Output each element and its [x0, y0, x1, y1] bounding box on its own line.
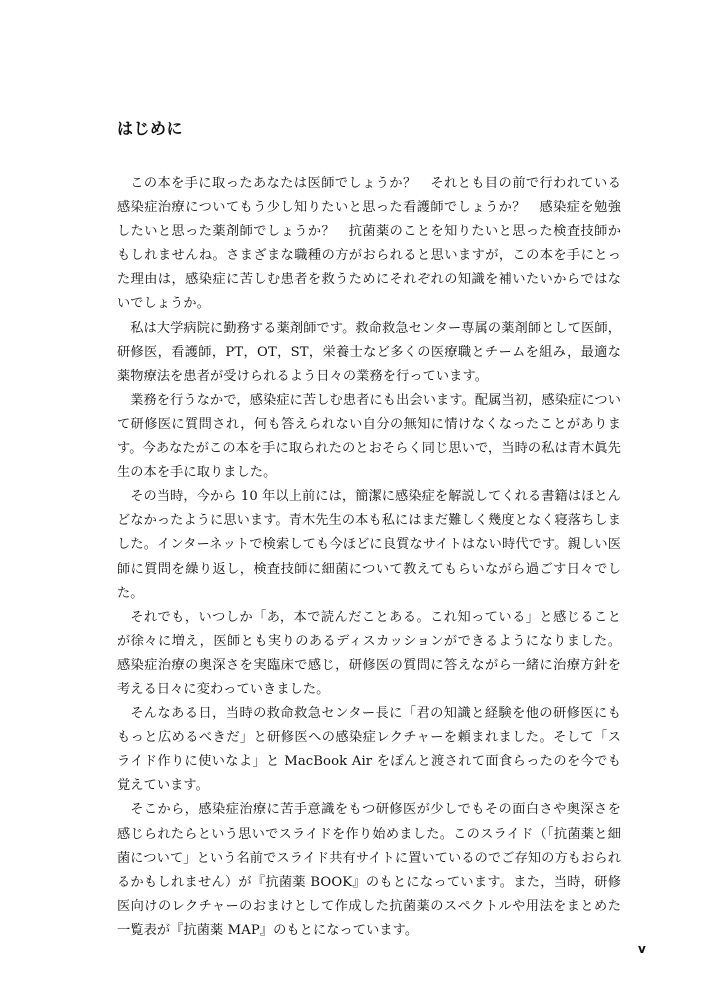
- paragraph: 業務を行うなかで，感染症に苦しむ患者にも出会います。配属当初，感染症について研修医に質問され，何も答えられない自分の無知に情けなくなったことがあります。今あなたがこの本を手に取られたのとおそらく同じ思いで，当時の私は青木眞先生の本を手に取りました。: [117, 392, 621, 481]
- paragraph: それでも，いつしか「あ，本で読んだことある。これ知っている」と感じることが徐々に増え，医師とも実りのあるディスカッションができるようになりました。感染症治療の奥深さを実臨床で感じ，研修医の質問に答えながら一緒に治療方針を考える日々に変わっていきました。: [117, 609, 621, 697]
- section-heading: はじめに: [117, 119, 184, 138]
- page-number: v: [638, 942, 646, 956]
- paragraph: 私は大学病院に勤務する薬剤師です。救命救急センター専属の薬剤師として医師，研修医，看護師，PT，OT，ST，栄養士など多くの医療職とチームを組み，最適な薬物療法を患者が受けられるよう日々の業務を行っています。: [117, 320, 621, 384]
- body-text: [117, 172, 621, 943]
- paragraph: そんなある日，当時の救命救急センター長に「君の知識と経験を他の研修医にももっと広めるべきだ」と研修医への感染症レクチャーを頼まれました。そして「スライド作りに使いなよ」と MacBook Air をぽんと渡されて面食らったのを今でも覚えています。: [117, 706, 621, 794]
- paragraph: その当時，今から 10 年以上前には，簡潔に感染症を解説してくれる書籍はほとんどなかったように思います。青木先生の本も私にはまだ難しく幾度となく寝落ちしました。インターネットで検索しても今ほどに良質なサイトはない時代です。親しい医師に質問を繰り返し，検査技師に細菌について教えてもらいながら過ごす日々でした。: [117, 489, 621, 601]
- paragraph: この本を手に取ったあなたは医師でしょうか？ それとも目の前で行われている感染症治療についてもう少し知りたいと思った看護師でしょうか？ 感染症を勉強したいと思った薬剤師でしょうか？ 抗菌薬のことを知りたいと思った検査技師かもしれませんね。さまざまな職種の方がおられると思いますが，この本を手にとった理由は，感染症に苦しむ患者を救うためにそれぞれの知識を補いたいからではないでしょうか。: [117, 176, 621, 312]
- paragraph: そこから，感染症治療に苦手意識をもつ研修医が少しでもその面白さや奥深さを感じられたらという思いでスライドを作り始めました。このスライド（「抗菌薬と細菌について」という名前でスライド共有サイトに置いているのでご存知の方もおられるかもしれません）が『抗菌薬 BOOK』のもとになっています。また，当時，研修医向けのレクチャーのおまけとして作成した抗菌薬のスペクトルや用法をまとめた一覧表が『抗菌薬 MAP』のもとになっています。: [117, 802, 621, 938]
